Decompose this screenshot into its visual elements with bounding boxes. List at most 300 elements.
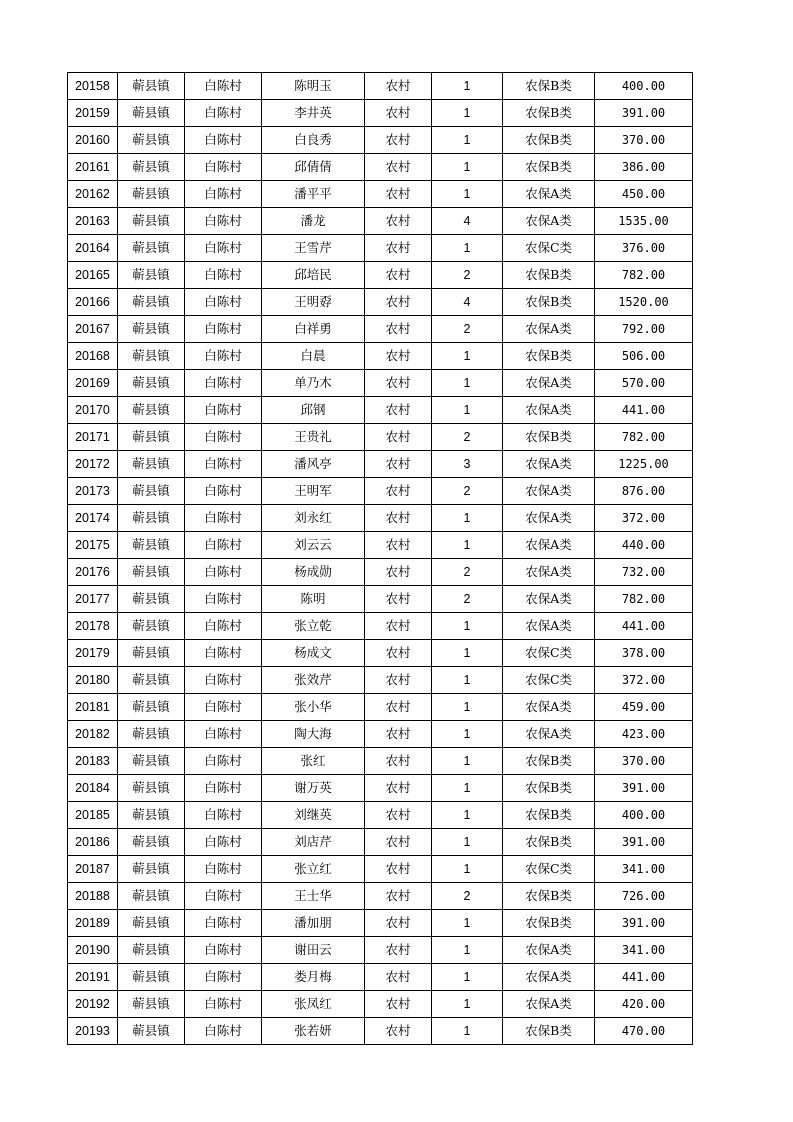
cell-category: 农保B类 bbox=[503, 802, 595, 829]
cell-amount: 441.00 bbox=[595, 964, 693, 991]
cell-category: 农保B类 bbox=[503, 424, 595, 451]
cell-type: 农村 bbox=[365, 937, 432, 964]
cell-count: 4 bbox=[432, 208, 503, 235]
cell-type: 农村 bbox=[365, 613, 432, 640]
cell-town: 蕲县镇 bbox=[118, 559, 185, 586]
table-row bbox=[68, 910, 693, 937]
cell-name: 张小华 bbox=[262, 694, 365, 721]
cell-town: 蕲县镇 bbox=[118, 883, 185, 910]
cell-town: 蕲县镇 bbox=[118, 991, 185, 1018]
cell-type: 农村 bbox=[365, 829, 432, 856]
cell-name: 邱培民 bbox=[262, 262, 365, 289]
cell-type: 农村 bbox=[365, 748, 432, 775]
cell-category: 农保A类 bbox=[503, 964, 595, 991]
cell-village: 白陈村 bbox=[185, 829, 262, 856]
cell-type: 农村 bbox=[365, 667, 432, 694]
cell-type: 农村 bbox=[365, 532, 432, 559]
cell-type: 农村 bbox=[365, 127, 432, 154]
cell-type: 农村 bbox=[365, 964, 432, 991]
cell-amount: 470.00 bbox=[595, 1018, 693, 1045]
cell-village: 白陈村 bbox=[185, 127, 262, 154]
cell-count: 2 bbox=[432, 478, 503, 505]
cell-village: 白陈村 bbox=[185, 316, 262, 343]
cell-id: 20188 bbox=[68, 883, 118, 910]
cell-count: 1 bbox=[432, 964, 503, 991]
cell-category: 农保A类 bbox=[503, 370, 595, 397]
cell-count: 3 bbox=[432, 451, 503, 478]
cell-amount: 440.00 bbox=[595, 532, 693, 559]
cell-count: 2 bbox=[432, 262, 503, 289]
cell-category: 农保B类 bbox=[503, 154, 595, 181]
cell-category: 农保C类 bbox=[503, 640, 595, 667]
cell-name: 刘云云 bbox=[262, 532, 365, 559]
cell-town: 蕲县镇 bbox=[118, 1018, 185, 1045]
cell-count: 1 bbox=[432, 856, 503, 883]
cell-amount: 378.00 bbox=[595, 640, 693, 667]
cell-name: 白晨 bbox=[262, 343, 365, 370]
table-row bbox=[68, 829, 693, 856]
cell-amount: 1225.00 bbox=[595, 451, 693, 478]
cell-count: 2 bbox=[432, 559, 503, 586]
cell-village: 白陈村 bbox=[185, 802, 262, 829]
cell-name: 张红 bbox=[262, 748, 365, 775]
cell-name: 杨成文 bbox=[262, 640, 365, 667]
cell-village: 白陈村 bbox=[185, 1018, 262, 1045]
cell-amount: 391.00 bbox=[595, 910, 693, 937]
cell-category: 农保B类 bbox=[503, 1018, 595, 1045]
cell-village: 白陈村 bbox=[185, 991, 262, 1018]
cell-town: 蕲县镇 bbox=[118, 829, 185, 856]
cell-type: 农村 bbox=[365, 397, 432, 424]
cell-count: 1 bbox=[432, 100, 503, 127]
table-row bbox=[68, 289, 693, 316]
cell-name: 李井英 bbox=[262, 100, 365, 127]
cell-type: 农村 bbox=[365, 262, 432, 289]
cell-town: 蕲县镇 bbox=[118, 316, 185, 343]
cell-town: 蕲县镇 bbox=[118, 613, 185, 640]
cell-amount: 441.00 bbox=[595, 397, 693, 424]
cell-town: 蕲县镇 bbox=[118, 640, 185, 667]
cell-name: 陶大海 bbox=[262, 721, 365, 748]
cell-count: 1 bbox=[432, 667, 503, 694]
table-row bbox=[68, 694, 693, 721]
cell-amount: 376.00 bbox=[595, 235, 693, 262]
cell-id: 20169 bbox=[68, 370, 118, 397]
cell-village: 白陈村 bbox=[185, 721, 262, 748]
cell-type: 农村 bbox=[365, 991, 432, 1018]
cell-town: 蕲县镇 bbox=[118, 856, 185, 883]
cell-id: 20193 bbox=[68, 1018, 118, 1045]
cell-category: 农保C类 bbox=[503, 856, 595, 883]
cell-amount: 341.00 bbox=[595, 856, 693, 883]
cell-id: 20187 bbox=[68, 856, 118, 883]
cell-village: 白陈村 bbox=[185, 694, 262, 721]
cell-count: 1 bbox=[432, 505, 503, 532]
cell-count: 1 bbox=[432, 181, 503, 208]
cell-count: 1 bbox=[432, 721, 503, 748]
cell-id: 20171 bbox=[68, 424, 118, 451]
table-row bbox=[68, 883, 693, 910]
cell-town: 蕲县镇 bbox=[118, 721, 185, 748]
cell-category: 农保B类 bbox=[503, 883, 595, 910]
cell-id: 20183 bbox=[68, 748, 118, 775]
cell-amount: 400.00 bbox=[595, 73, 693, 100]
cell-town: 蕲县镇 bbox=[118, 100, 185, 127]
cell-amount: 391.00 bbox=[595, 775, 693, 802]
cell-name: 刘继英 bbox=[262, 802, 365, 829]
cell-id: 20175 bbox=[68, 532, 118, 559]
cell-amount: 782.00 bbox=[595, 424, 693, 451]
cell-village: 白陈村 bbox=[185, 775, 262, 802]
cell-type: 农村 bbox=[365, 316, 432, 343]
cell-type: 农村 bbox=[365, 694, 432, 721]
cell-id: 20177 bbox=[68, 586, 118, 613]
cell-count: 1 bbox=[432, 1018, 503, 1045]
cell-name: 邱倩倩 bbox=[262, 154, 365, 181]
cell-village: 白陈村 bbox=[185, 856, 262, 883]
table-body bbox=[68, 73, 693, 1045]
cell-category: 农保B类 bbox=[503, 100, 595, 127]
cell-id: 20186 bbox=[68, 829, 118, 856]
table-row bbox=[68, 559, 693, 586]
cell-id: 20162 bbox=[68, 181, 118, 208]
cell-town: 蕲县镇 bbox=[118, 775, 185, 802]
cell-count: 1 bbox=[432, 127, 503, 154]
table-row bbox=[68, 262, 693, 289]
table-row bbox=[68, 532, 693, 559]
cell-type: 农村 bbox=[365, 640, 432, 667]
cell-id: 20160 bbox=[68, 127, 118, 154]
cell-town: 蕲县镇 bbox=[118, 154, 185, 181]
cell-name: 杨成勋 bbox=[262, 559, 365, 586]
cell-category: 农保A类 bbox=[503, 694, 595, 721]
cell-amount: 570.00 bbox=[595, 370, 693, 397]
cell-town: 蕲县镇 bbox=[118, 910, 185, 937]
cell-amount: 782.00 bbox=[595, 586, 693, 613]
cell-town: 蕲县镇 bbox=[118, 127, 185, 154]
table-row bbox=[68, 100, 693, 127]
cell-name: 张立红 bbox=[262, 856, 365, 883]
cell-id: 20161 bbox=[68, 154, 118, 181]
cell-category: 农保A类 bbox=[503, 478, 595, 505]
cell-type: 农村 bbox=[365, 586, 432, 613]
cell-town: 蕲县镇 bbox=[118, 937, 185, 964]
cell-id: 20166 bbox=[68, 289, 118, 316]
cell-id: 20191 bbox=[68, 964, 118, 991]
cell-count: 1 bbox=[432, 694, 503, 721]
cell-category: 农保B类 bbox=[503, 910, 595, 937]
table-row bbox=[68, 748, 693, 775]
cell-town: 蕲县镇 bbox=[118, 694, 185, 721]
cell-name: 刘永红 bbox=[262, 505, 365, 532]
cell-village: 白陈村 bbox=[185, 964, 262, 991]
table-row bbox=[68, 721, 693, 748]
cell-name: 潘风亭 bbox=[262, 451, 365, 478]
table-row bbox=[68, 856, 693, 883]
cell-name: 陈明玉 bbox=[262, 73, 365, 100]
cell-id: 20170 bbox=[68, 397, 118, 424]
cell-id: 20182 bbox=[68, 721, 118, 748]
cell-category: 农保A类 bbox=[503, 559, 595, 586]
cell-id: 20189 bbox=[68, 910, 118, 937]
cell-name: 张立乾 bbox=[262, 613, 365, 640]
cell-count: 1 bbox=[432, 775, 503, 802]
cell-count: 1 bbox=[432, 991, 503, 1018]
cell-amount: 391.00 bbox=[595, 100, 693, 127]
cell-amount: 441.00 bbox=[595, 613, 693, 640]
cell-name: 潘平平 bbox=[262, 181, 365, 208]
cell-town: 蕲县镇 bbox=[118, 586, 185, 613]
cell-category: 农保B类 bbox=[503, 748, 595, 775]
cell-village: 白陈村 bbox=[185, 154, 262, 181]
cell-count: 1 bbox=[432, 748, 503, 775]
cell-village: 白陈村 bbox=[185, 289, 262, 316]
cell-town: 蕲县镇 bbox=[118, 964, 185, 991]
cell-type: 农村 bbox=[365, 856, 432, 883]
cell-amount: 400.00 bbox=[595, 802, 693, 829]
table-row bbox=[68, 397, 693, 424]
cell-category: 农保A类 bbox=[503, 181, 595, 208]
cell-id: 20168 bbox=[68, 343, 118, 370]
cell-village: 白陈村 bbox=[185, 613, 262, 640]
cell-id: 20185 bbox=[68, 802, 118, 829]
cell-village: 白陈村 bbox=[185, 640, 262, 667]
cell-name: 谢田云 bbox=[262, 937, 365, 964]
cell-category: 农保B类 bbox=[503, 262, 595, 289]
cell-type: 农村 bbox=[365, 775, 432, 802]
cell-type: 农村 bbox=[365, 505, 432, 532]
cell-amount: 423.00 bbox=[595, 721, 693, 748]
cell-name: 白良秀 bbox=[262, 127, 365, 154]
cell-name: 王明孬 bbox=[262, 289, 365, 316]
cell-type: 农村 bbox=[365, 154, 432, 181]
cell-category: 农保A类 bbox=[503, 397, 595, 424]
cell-village: 白陈村 bbox=[185, 667, 262, 694]
cell-village: 白陈村 bbox=[185, 262, 262, 289]
cell-name: 娄月梅 bbox=[262, 964, 365, 991]
cell-amount: 876.00 bbox=[595, 478, 693, 505]
cell-amount: 372.00 bbox=[595, 667, 693, 694]
cell-amount: 370.00 bbox=[595, 127, 693, 154]
table-row bbox=[68, 586, 693, 613]
cell-village: 白陈村 bbox=[185, 397, 262, 424]
table-row bbox=[68, 505, 693, 532]
cell-village: 白陈村 bbox=[185, 505, 262, 532]
table-row bbox=[68, 613, 693, 640]
cell-category: 农保B类 bbox=[503, 73, 595, 100]
cell-count: 2 bbox=[432, 316, 503, 343]
cell-name: 王士华 bbox=[262, 883, 365, 910]
cell-id: 20190 bbox=[68, 937, 118, 964]
cell-type: 农村 bbox=[365, 451, 432, 478]
cell-amount: 792.00 bbox=[595, 316, 693, 343]
cell-name: 单乃木 bbox=[262, 370, 365, 397]
cell-category: 农保C类 bbox=[503, 667, 595, 694]
cell-town: 蕲县镇 bbox=[118, 235, 185, 262]
table-row bbox=[68, 181, 693, 208]
cell-amount: 370.00 bbox=[595, 748, 693, 775]
cell-town: 蕲县镇 bbox=[118, 397, 185, 424]
table-row bbox=[68, 73, 693, 100]
table-row bbox=[68, 127, 693, 154]
cell-name: 邱钢 bbox=[262, 397, 365, 424]
cell-type: 农村 bbox=[365, 802, 432, 829]
cell-category: 农保A类 bbox=[503, 208, 595, 235]
cell-village: 白陈村 bbox=[185, 532, 262, 559]
cell-id: 20172 bbox=[68, 451, 118, 478]
cell-amount: 341.00 bbox=[595, 937, 693, 964]
cell-amount: 450.00 bbox=[595, 181, 693, 208]
table-row bbox=[68, 343, 693, 370]
cell-category: 农保A类 bbox=[503, 991, 595, 1018]
cell-name: 谢万英 bbox=[262, 775, 365, 802]
cell-type: 农村 bbox=[365, 910, 432, 937]
cell-name: 张效芹 bbox=[262, 667, 365, 694]
cell-name: 王贵礼 bbox=[262, 424, 365, 451]
cell-count: 1 bbox=[432, 829, 503, 856]
cell-village: 白陈村 bbox=[185, 424, 262, 451]
table-row bbox=[68, 451, 693, 478]
cell-amount: 1520.00 bbox=[595, 289, 693, 316]
cell-id: 20179 bbox=[68, 640, 118, 667]
cell-category: 农保C类 bbox=[503, 235, 595, 262]
cell-town: 蕲县镇 bbox=[118, 532, 185, 559]
cell-village: 白陈村 bbox=[185, 478, 262, 505]
cell-count: 2 bbox=[432, 424, 503, 451]
cell-count: 1 bbox=[432, 640, 503, 667]
cell-town: 蕲县镇 bbox=[118, 343, 185, 370]
table-row bbox=[68, 424, 693, 451]
cell-count: 1 bbox=[432, 154, 503, 181]
cell-category: 农保A类 bbox=[503, 532, 595, 559]
cell-amount: 732.00 bbox=[595, 559, 693, 586]
cell-type: 农村 bbox=[365, 1018, 432, 1045]
cell-type: 农村 bbox=[365, 289, 432, 316]
cell-name: 刘店芹 bbox=[262, 829, 365, 856]
cell-town: 蕲县镇 bbox=[118, 748, 185, 775]
cell-village: 白陈村 bbox=[185, 586, 262, 613]
cell-type: 农村 bbox=[365, 73, 432, 100]
cell-name: 陈明 bbox=[262, 586, 365, 613]
cell-id: 20184 bbox=[68, 775, 118, 802]
cell-id: 20178 bbox=[68, 613, 118, 640]
cell-count: 1 bbox=[432, 73, 503, 100]
cell-type: 农村 bbox=[365, 721, 432, 748]
table-row bbox=[68, 370, 693, 397]
cell-count: 2 bbox=[432, 586, 503, 613]
cell-amount: 420.00 bbox=[595, 991, 693, 1018]
cell-count: 2 bbox=[432, 883, 503, 910]
cell-village: 白陈村 bbox=[185, 937, 262, 964]
cell-village: 白陈村 bbox=[185, 100, 262, 127]
table-row bbox=[68, 316, 693, 343]
cell-category: 农保B类 bbox=[503, 775, 595, 802]
table-row bbox=[68, 235, 693, 262]
cell-village: 白陈村 bbox=[185, 181, 262, 208]
cell-town: 蕲县镇 bbox=[118, 73, 185, 100]
cell-town: 蕲县镇 bbox=[118, 451, 185, 478]
cell-category: 农保A类 bbox=[503, 613, 595, 640]
cell-village: 白陈村 bbox=[185, 883, 262, 910]
cell-category: 农保A类 bbox=[503, 505, 595, 532]
cell-id: 20173 bbox=[68, 478, 118, 505]
cell-id: 20164 bbox=[68, 235, 118, 262]
cell-amount: 391.00 bbox=[595, 829, 693, 856]
cell-category: 农保B类 bbox=[503, 289, 595, 316]
cell-count: 1 bbox=[432, 397, 503, 424]
cell-village: 白陈村 bbox=[185, 559, 262, 586]
cell-category: 农保B类 bbox=[503, 829, 595, 856]
cell-name: 潘加朋 bbox=[262, 910, 365, 937]
table-row bbox=[68, 640, 693, 667]
cell-town: 蕲县镇 bbox=[118, 289, 185, 316]
cell-name: 王明军 bbox=[262, 478, 365, 505]
table-row bbox=[68, 478, 693, 505]
cell-town: 蕲县镇 bbox=[118, 370, 185, 397]
cell-town: 蕲县镇 bbox=[118, 181, 185, 208]
cell-count: 1 bbox=[432, 937, 503, 964]
cell-name: 张若妍 bbox=[262, 1018, 365, 1045]
cell-count: 1 bbox=[432, 802, 503, 829]
cell-town: 蕲县镇 bbox=[118, 505, 185, 532]
cell-type: 农村 bbox=[365, 208, 432, 235]
cell-amount: 726.00 bbox=[595, 883, 693, 910]
cell-category: 农保A类 bbox=[503, 721, 595, 748]
cell-id: 20192 bbox=[68, 991, 118, 1018]
cell-count: 1 bbox=[432, 532, 503, 559]
cell-type: 农村 bbox=[365, 181, 432, 208]
cell-count: 1 bbox=[432, 235, 503, 262]
cell-count: 1 bbox=[432, 613, 503, 640]
cell-name: 王雪芹 bbox=[262, 235, 365, 262]
cell-village: 白陈村 bbox=[185, 451, 262, 478]
cell-type: 农村 bbox=[365, 559, 432, 586]
cell-count: 4 bbox=[432, 289, 503, 316]
cell-type: 农村 bbox=[365, 235, 432, 262]
cell-id: 20158 bbox=[68, 73, 118, 100]
cell-id: 20165 bbox=[68, 262, 118, 289]
table-row bbox=[68, 775, 693, 802]
cell-amount: 386.00 bbox=[595, 154, 693, 181]
cell-category: 农保A类 bbox=[503, 451, 595, 478]
cell-id: 20163 bbox=[68, 208, 118, 235]
cell-category: 农保B类 bbox=[503, 343, 595, 370]
cell-name: 张凤红 bbox=[262, 991, 365, 1018]
cell-category: 农保A类 bbox=[503, 586, 595, 613]
cell-count: 1 bbox=[432, 910, 503, 937]
cell-name: 潘龙 bbox=[262, 208, 365, 235]
records-table bbox=[67, 72, 693, 1045]
cell-count: 1 bbox=[432, 343, 503, 370]
cell-type: 农村 bbox=[365, 343, 432, 370]
cell-type: 农村 bbox=[365, 424, 432, 451]
cell-village: 白陈村 bbox=[185, 235, 262, 262]
cell-type: 农村 bbox=[365, 370, 432, 397]
cell-type: 农村 bbox=[365, 100, 432, 127]
cell-town: 蕲县镇 bbox=[118, 667, 185, 694]
table-row bbox=[68, 937, 693, 964]
cell-id: 20176 bbox=[68, 559, 118, 586]
cell-category: 农保B类 bbox=[503, 127, 595, 154]
cell-village: 白陈村 bbox=[185, 370, 262, 397]
cell-amount: 1535.00 bbox=[595, 208, 693, 235]
cell-town: 蕲县镇 bbox=[118, 208, 185, 235]
cell-id: 20159 bbox=[68, 100, 118, 127]
table-row bbox=[68, 964, 693, 991]
cell-category: 农保A类 bbox=[503, 316, 595, 343]
table-row bbox=[68, 802, 693, 829]
cell-count: 1 bbox=[432, 370, 503, 397]
